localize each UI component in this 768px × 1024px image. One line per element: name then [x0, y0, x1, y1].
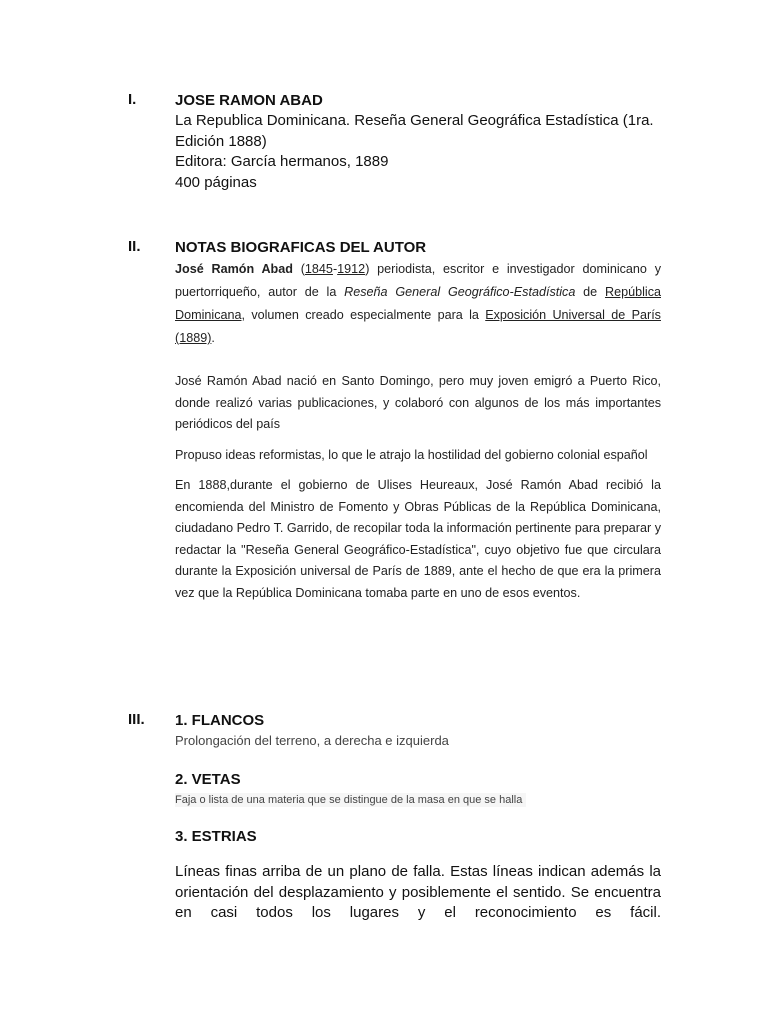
- bio-text: (: [292, 262, 305, 276]
- exposicion-universal-link[interactable]: Exposición Universal de París (1889): [175, 308, 661, 345]
- publisher-line: Editora: García hermanos, 1889: [175, 153, 389, 170]
- bio-paragraph-4: En 1888,durante el gobierno de Ulises Heureaux, José Ramón Abad recibió la encomienda del Ministro de Fomento y Obras Públicas de la República Dominicana, ciudadano Pedro T. Garrido, de recopilar toda la información pertinente para preparar y redactar la "Reseña General Geográfico-Estadística", cuyo objetivo fue que circulara durante la Exposición universal de París de 1889, ante el hecho de que era la primera vez que la República Dominicana tomaba parte en uno de esos eventos.: [175, 478, 661, 600]
- flancos-title: 1. FLANCOS: [175, 712, 265, 729]
- vetas-title: 2. VETAS: [175, 771, 241, 788]
- birth-year-link[interactable]: 1845: [304, 262, 333, 276]
- estrias-definition: Líneas finas arriba de un plano de falla. Estas líneas indican además la orientación del desplazamiento y posiblemente el sentido. Se encuentra en casi todos los lugares y el reconocimiento es fácil.: [175, 863, 661, 922]
- bio-text: de: [575, 285, 605, 299]
- bio-paragraph-3: Propuso ideas reformistas, lo que le atrajo la hostilidad del gobierno colonial español: [175, 447, 648, 462]
- bio-paragraph-2: José Ramón Abad nació en Santo Domingo, pero muy joven emigró a Puerto Rico, donde realizó varias publicaciones, y colaboró con algunos de los más importantes periódicos del país: [175, 374, 661, 431]
- section-1-numeral: I.: [128, 91, 137, 108]
- book-title-line-2: Edición 1888): [175, 132, 267, 150]
- author-name: José Ramón Abad: [175, 262, 293, 276]
- section-1-title: JOSE RAMON ABAD: [175, 92, 323, 109]
- pages-line: 400 páginas: [175, 173, 257, 191]
- bio-text: ) periodista, escritor e investigador dominicano y puertorriqueño, autor de la: [175, 262, 661, 299]
- section-2-numeral: II.: [128, 238, 141, 255]
- vetas-definition: Faja o lista de una materia que se distingue de la masa en que se halla: [175, 793, 526, 807]
- estrias-title: 3. ESTRIAS: [175, 828, 257, 845]
- republica-dominicana-link[interactable]: República Dominicana: [175, 285, 661, 322]
- work-title: Reseña General Geográfico-Estadística: [344, 285, 576, 299]
- bio-text: .: [211, 331, 215, 345]
- bio-text: , volumen creado especialmente para la: [241, 308, 486, 322]
- section-3-numeral: III.: [128, 711, 145, 728]
- section-3-content: [175, 711, 661, 924]
- flancos-definition: Prolongación del terreno, a derecha e izquierda: [175, 733, 449, 748]
- section-1-content: [175, 91, 661, 193]
- bio-paragraph-1: [175, 258, 661, 350]
- section-2-title: NOTAS BIOGRAFICAS DEL AUTOR: [175, 239, 427, 256]
- death-year-link[interactable]: 1912: [337, 262, 366, 276]
- section-2-content: [175, 238, 661, 604]
- book-title-line-1: La Republica Dominicana. Reseña General Geográfica Estadística (1ra.: [175, 112, 654, 129]
- bio-text: -: [332, 262, 338, 276]
